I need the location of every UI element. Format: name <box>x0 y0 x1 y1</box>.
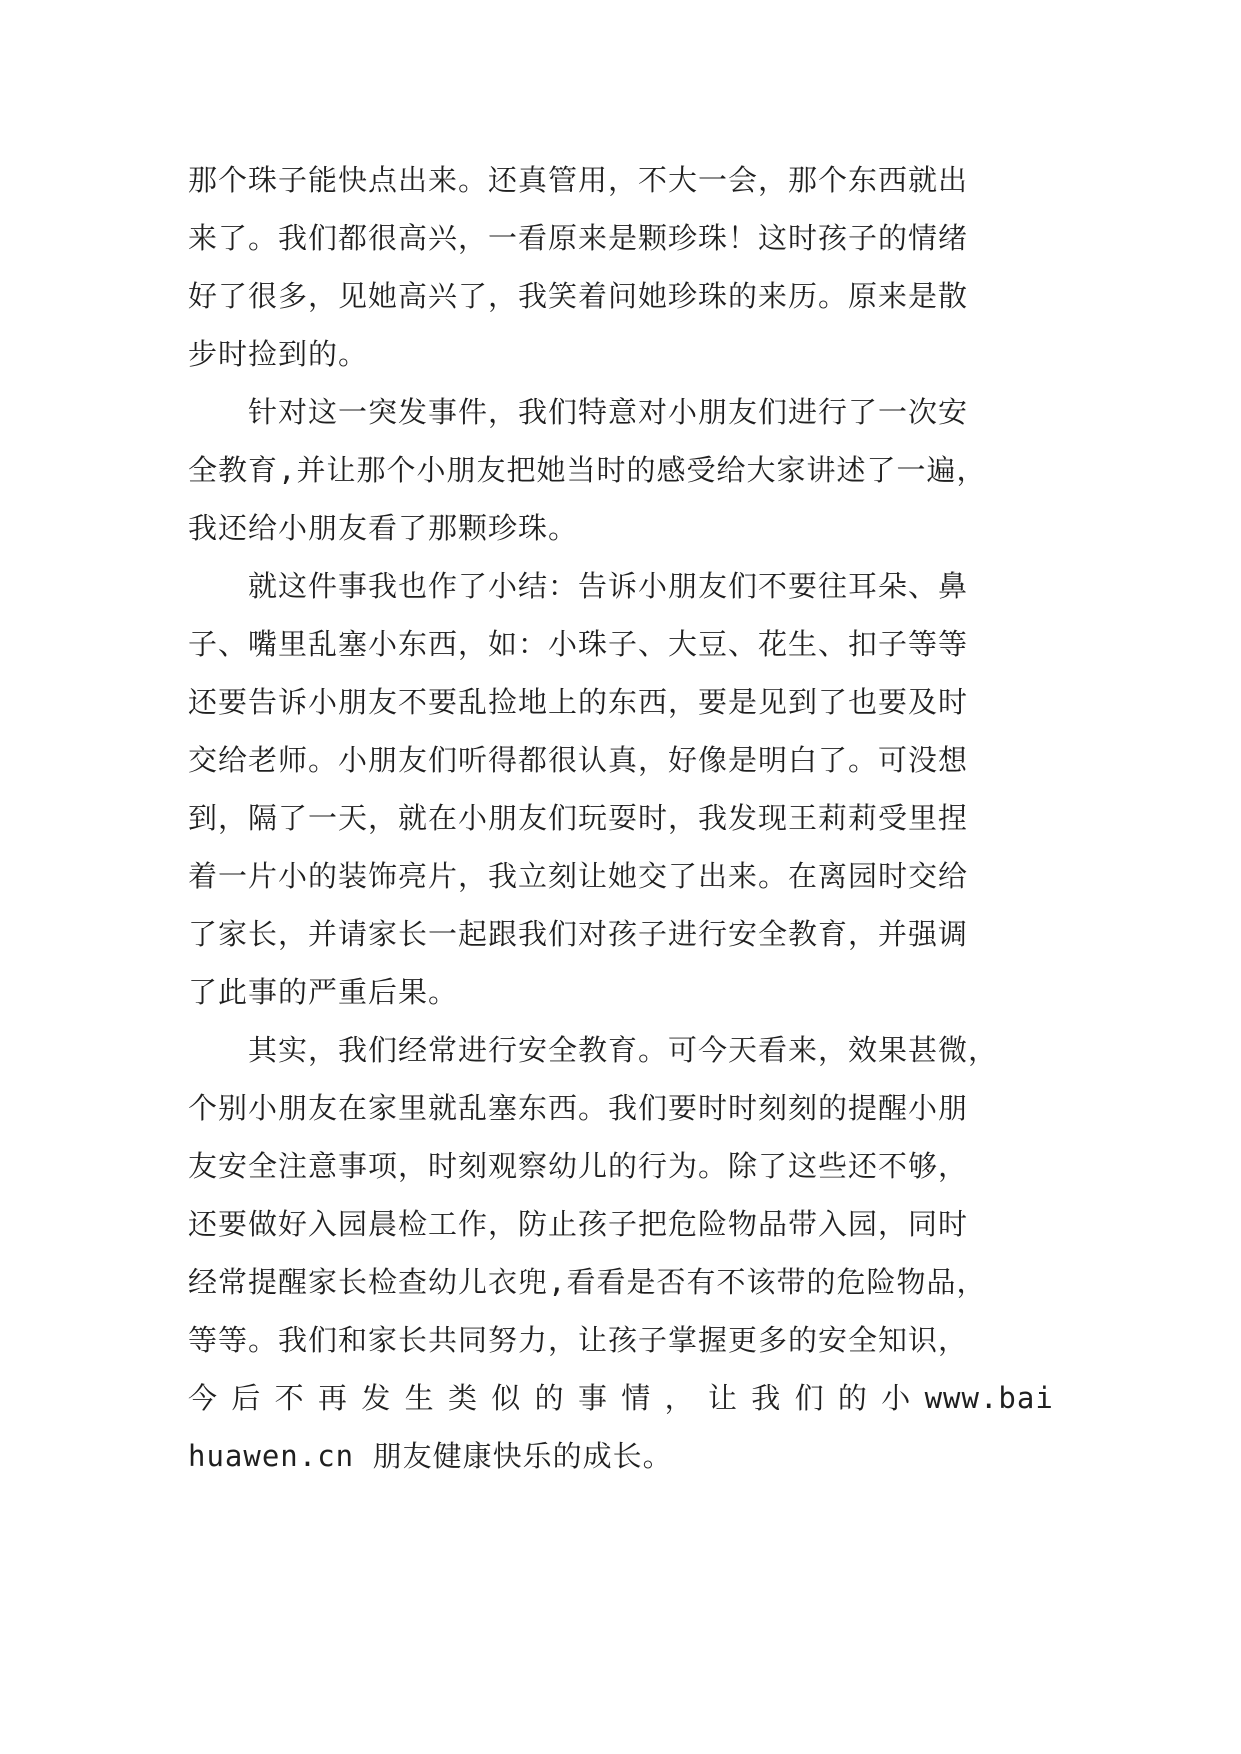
text-line-justified <box>188 1369 1054 1427</box>
text-token: 我 <box>751 1381 782 1415</box>
text-token: 的 <box>837 1381 868 1415</box>
text-token: 让 <box>707 1381 738 1415</box>
text-line: 全教育,并让那个小朋友把她当时的感受给大家讲述了一遍， <box>188 453 987 487</box>
text-line: 经常提醒家长检查幼儿衣兜,看看是否有不该带的危险物品， <box>188 1265 987 1299</box>
text-token: 们 <box>794 1381 825 1415</box>
text-token: 类 <box>447 1381 478 1415</box>
text-token: 今 <box>188 1381 219 1415</box>
text-line: 步时捡到的。 <box>188 337 369 371</box>
text-token: 后 <box>231 1381 262 1415</box>
text-token: 的 <box>534 1381 565 1415</box>
text-token: www.bai <box>924 1381 1054 1415</box>
text-line: 到，隔了一天，就在小朋友们玩耍时，我发现王莉莉受里捏 <box>188 801 969 835</box>
text-line: 个别小朋友在家里就乱塞东西。我们要时时刻刻的提醒小朋 <box>188 1091 969 1125</box>
document-body <box>188 151 1054 1485</box>
text-line: 我还给小朋友看了那颗珍珠。 <box>188 511 579 545</box>
text-line: 了家长，并请家长一起跟我们对孩子进行安全教育，并强调 <box>188 917 969 951</box>
text-line: 还要做好入园晨检工作，防止孩子把危险物品带入园，同时 <box>188 1207 969 1241</box>
text-token: 情 <box>621 1381 652 1415</box>
text-line: 友安全注意事项，时刻观察幼儿的行为。除了这些还不够， <box>188 1149 969 1183</box>
text-token: ， <box>664 1381 695 1415</box>
text-line: 好了很多，见她高兴了，我笑着问她珍珠的来历。原来是散 <box>188 279 969 313</box>
text-line-last: huawen.cn 朋友健康快乐的成长。 <box>188 1439 673 1473</box>
text-line: 子、嘴里乱塞小东西，如：小珠子、大豆、花生、扣子等等 <box>188 627 969 661</box>
text-token: 生 <box>404 1381 435 1415</box>
text-token: 小 <box>881 1381 912 1415</box>
text-line: 交给老师。小朋友们听得都很认真，好像是明白了。可没想 <box>188 743 969 777</box>
text-line: 来了。我们都很高兴，一看原来是颗珍珠！这时孩子的情绪 <box>188 221 969 255</box>
text-line: 着一片小的装饰亮片，我立刻让她交了出来。在离园时交给 <box>188 859 969 893</box>
text-line: 那个珠子能快点出来。还真管用，不大一会，那个东西就出 <box>188 163 969 197</box>
text-line: 等等。我们和家长共同努力，让孩子掌握更多的安全知识， <box>188 1323 969 1357</box>
text-line: 其实，我们经常进行安全教育。可今天看来，效果甚微， <box>188 1033 999 1067</box>
text-token: 再 <box>317 1381 348 1415</box>
text-line: 针对这一突发事件，我们特意对小朋友们进行了一次安 <box>188 395 969 429</box>
text-line: 就这件事我也作了小结：告诉小朋友们不要往耳朵、鼻 <box>188 569 969 603</box>
text-line: 还要告诉小朋友不要乱捡地上的东西，要是见到了也要及时 <box>188 685 969 719</box>
text-token: 事 <box>577 1381 608 1415</box>
text-token: 发 <box>361 1381 392 1415</box>
text-line: 了此事的严重后果。 <box>188 975 459 1009</box>
text-token: 似 <box>491 1381 522 1415</box>
text-token: 不 <box>274 1381 305 1415</box>
